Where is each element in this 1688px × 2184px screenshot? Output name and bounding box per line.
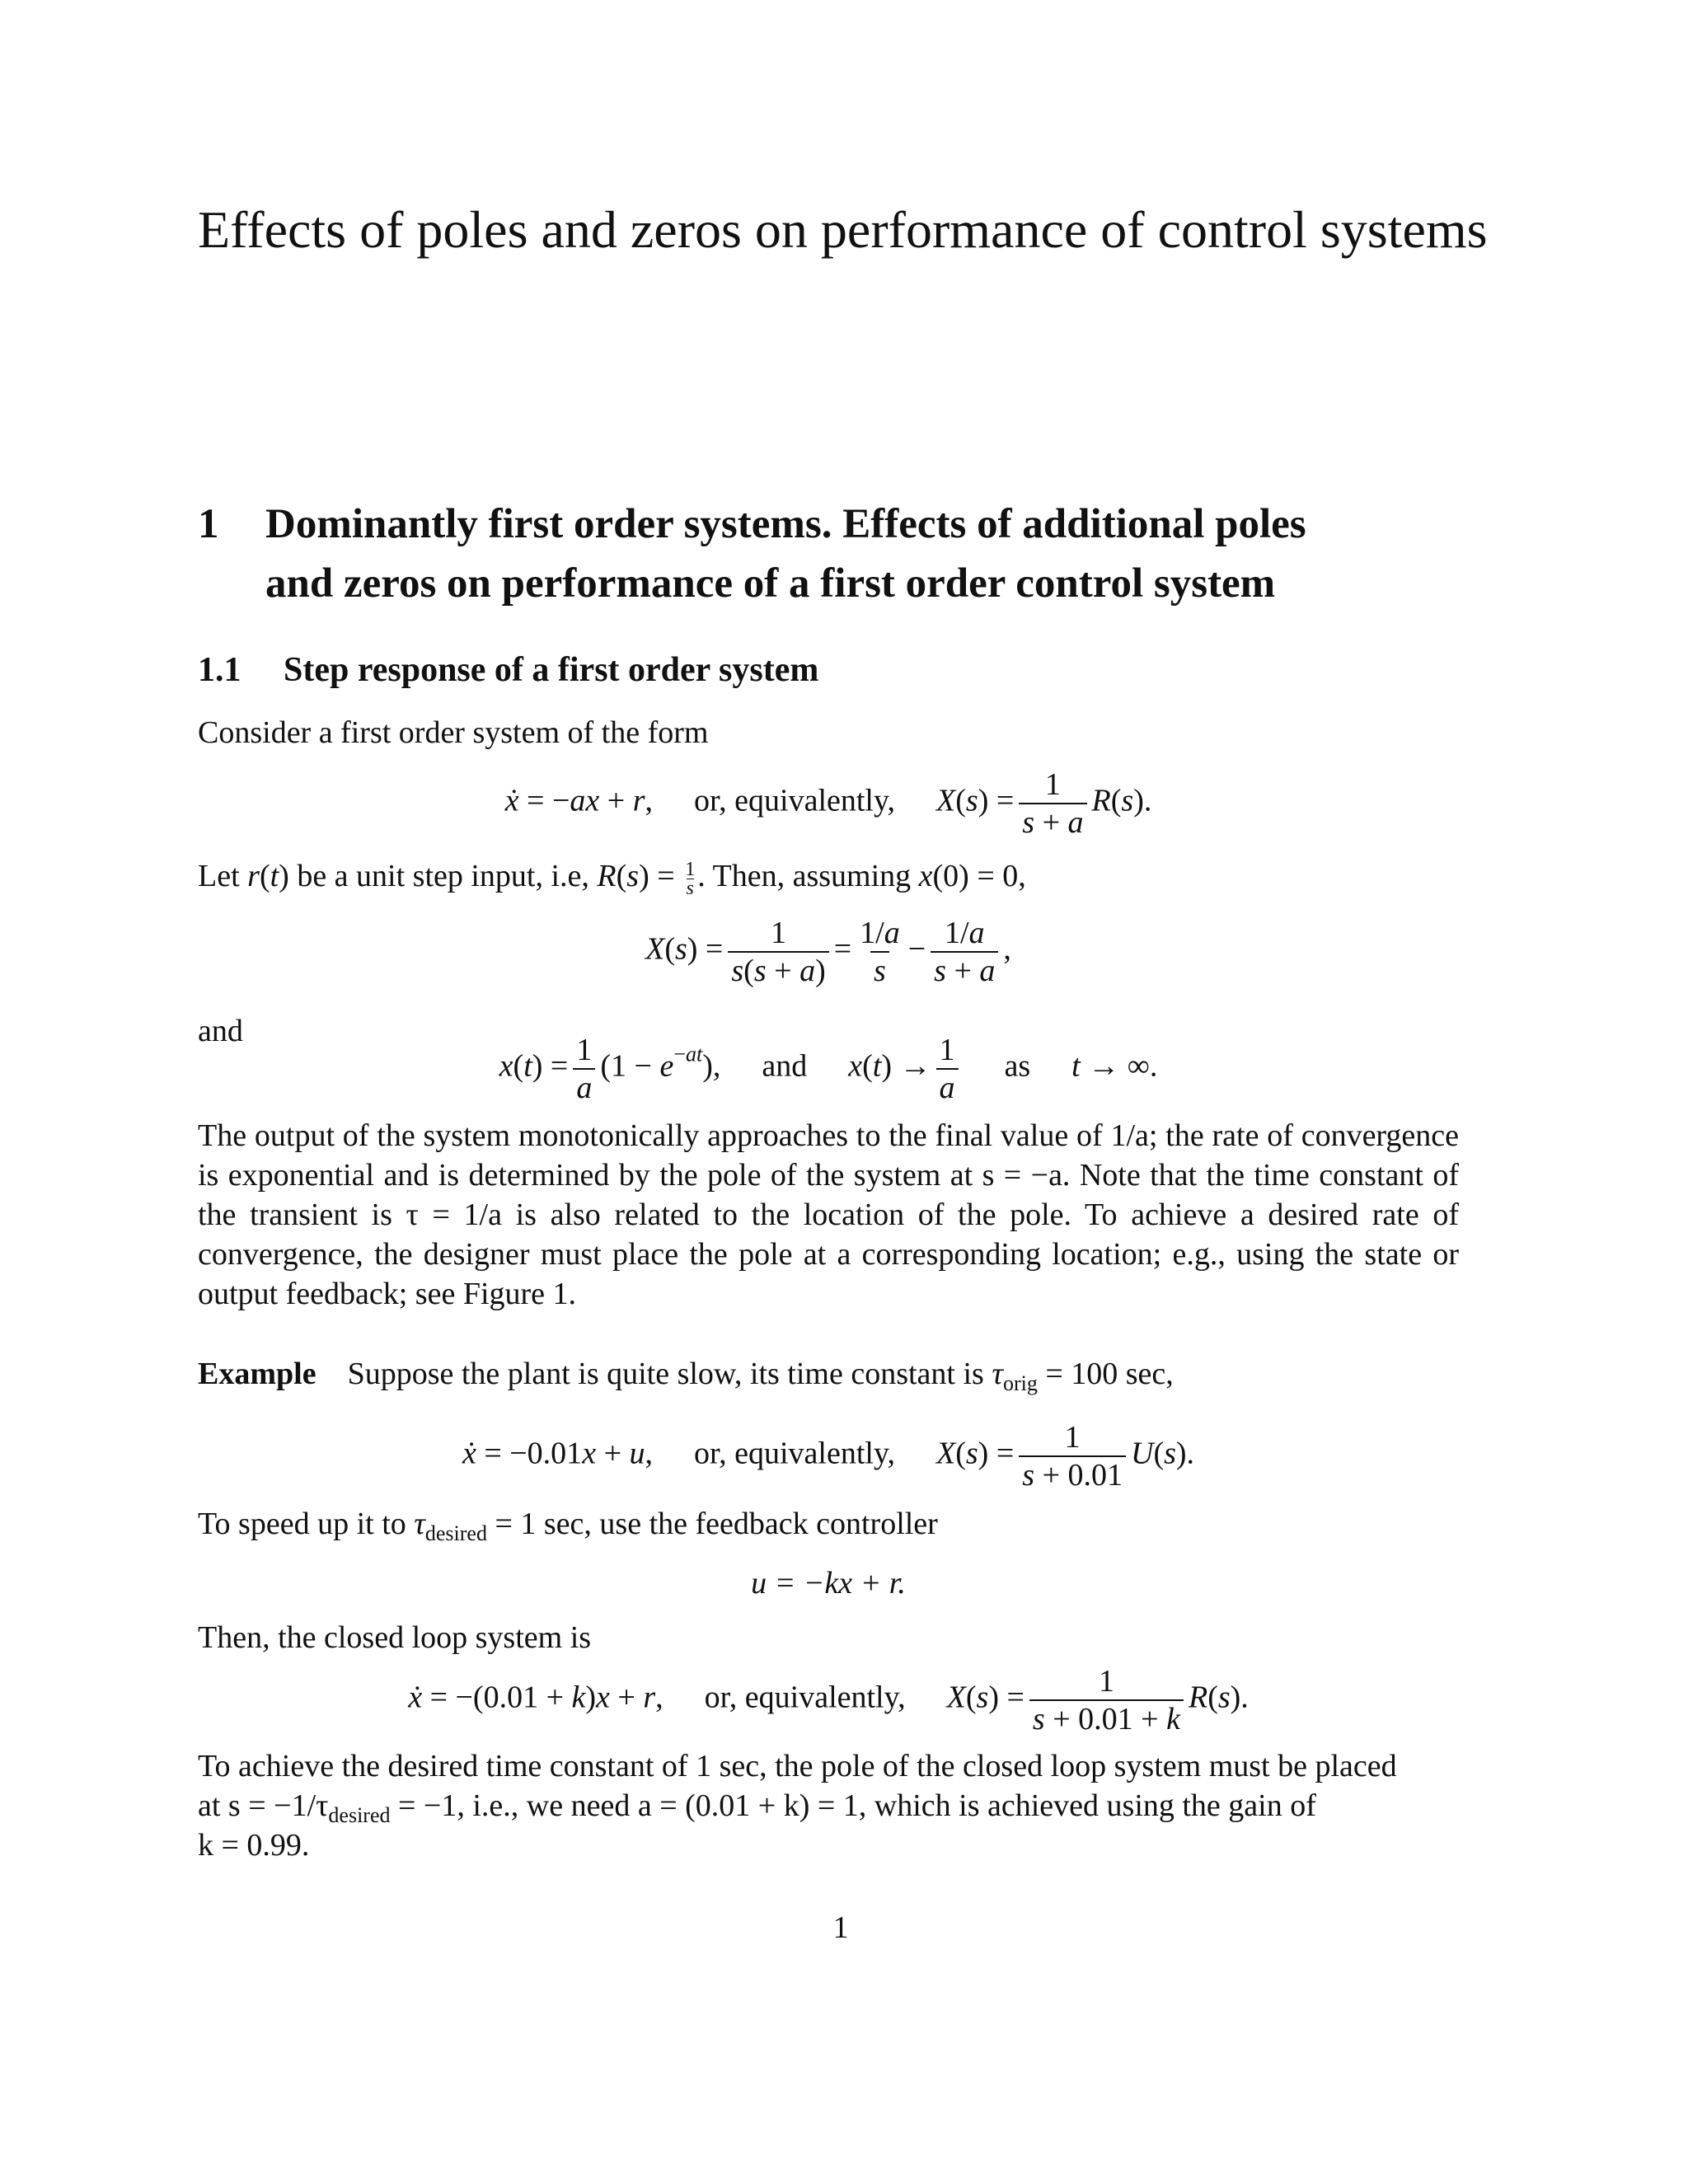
closed-loop-text: Then, the closed loop system is [198, 1620, 592, 1655]
final-paragraph-line3: k = 0.99. [198, 1828, 310, 1863]
and-label: and [198, 1014, 243, 1048]
sub-orig: orig [1002, 1371, 1038, 1395]
or-equivalently-2: or, equivalently, [694, 1436, 895, 1471]
or-equivalently-1: or, equivalently, [694, 783, 896, 818]
equation-closed-loop: ẋ = −(0.01 + k)x + r, or, equivalently, X(s) = $\frac{1}{s + 0.01 + k}$ R(s). [408, 1664, 1249, 1736]
speed-up-line: To speed up it to $\tau_{desired} = 1$ sec, use the feedback controller [198, 1507, 938, 1545]
or-equivalently-3: or, equivalently, [704, 1680, 906, 1715]
equation-plant: ẋ = −0.01x + u, or, equivalently, X(s) = $\frac{1}{s + 0.01}$ U(s). [462, 1420, 1195, 1493]
example-label: Example [198, 1357, 316, 1391]
let-line: Let r(t) be a unit step input, i.e, R(s) = $\frac{1}{s}$ . Then, assuming x(0) = 0, [198, 858, 1026, 899]
equation-first-order: ẋ = −ax + r, or, equivalently, X(s) = $\frac{1}{s + a}$ R(s). [504, 767, 1152, 840]
subsection-number: 1.1 [198, 651, 241, 689]
final-line2-a: at s = −1/τ [198, 1788, 329, 1823]
let-mid: be a unit step input, i.e, [297, 859, 589, 893]
section-number: 1 [198, 501, 219, 547]
sub-desired: desired [424, 1521, 487, 1545]
final-paragraph-line1: To achieve the desired time constant of 1 sec, the pole of the closed loop system must be placed [198, 1749, 1397, 1783]
final-paragraph-line2 [198, 1787, 1316, 1825]
section-title-line1: Dominantly first order systems. Effects of additional poles [265, 501, 1306, 547]
consider-text: Consider a first order system of the form [198, 715, 709, 750]
output-paragraph: The output of the system monotonically approaches to the final value of 1/a; the rate of convergence is exponential and is determined by the pole of the system at s = −a. Note that the time constant of the transient is τ = 1/a is also related to the location of the pole. To achieve a desired rate of convergence, the designer must place the pole at a corresponding location; e.g., using the state or output feedback; see Figure 1. [198, 1118, 1459, 1311]
and-mid: and [762, 1048, 808, 1084]
example-text: Suppose the plant is quite slow, its time constant is [347, 1357, 984, 1391]
speed-prefix: To speed up it to [198, 1507, 406, 1541]
example-value: = 100 sec, [1045, 1357, 1174, 1391]
speed-suffix: = 1 sec, use the feedback controller [495, 1507, 938, 1541]
equation-time-response: x(t) = $\frac{1}{a}$ $(1 - e^{-at})$, and x(t) → $\frac{1}{a}$ as t → ∞. [499, 1033, 1158, 1105]
let-then: . Then, assuming [697, 859, 912, 893]
section-title-line2: and zeros on performance of a first order control system [265, 560, 1276, 607]
as-word: as [1004, 1048, 1031, 1084]
page-title: Effects of poles and zeros on performance of control systems [198, 200, 1488, 259]
page-number: 1 [832, 1910, 849, 1945]
subsection-title: Step response of a first order system [284, 651, 819, 689]
equation-controller: u = −kx + r. [751, 1566, 906, 1601]
final-line2-b: = −1, i.e., we need a = (0.01 + k) = 1, which is achieved using the gain of [398, 1788, 1316, 1823]
let-prefix: Let [198, 859, 240, 893]
equation-partial-fractions: X(s) = $\frac{1}{s(s + a)}$ = $\frac{1/a}{s}$ − $\frac{1/a}{s + a}$ , [645, 916, 1011, 988]
example-line: Example Suppose the plant is quite slow, its time constant is $\tau_{orig} = 100$ sec, [198, 1357, 1174, 1395]
sub-desired-2: desired [328, 1803, 391, 1827]
